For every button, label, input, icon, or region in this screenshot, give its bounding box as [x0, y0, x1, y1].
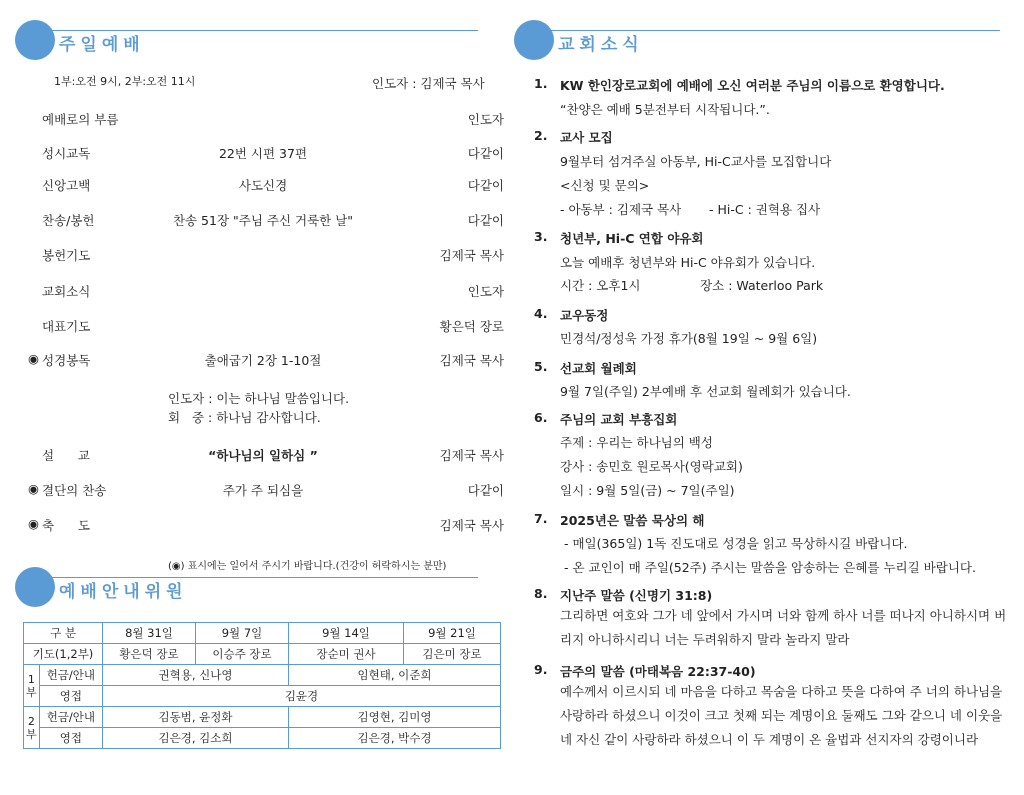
order-content: 22번 시편 37편 — [218, 146, 308, 161]
table-cell: 김은미 장로 — [404, 644, 501, 665]
table-cell: 9월 21일 — [404, 623, 501, 644]
order-name: 성시교독 — [42, 146, 91, 161]
order-by: 김제국 목사 — [439, 518, 504, 533]
news-heading: KW 한인장로교회에 예배에 오신 여러분 주님의 이름으로 환영합니다. — [560, 78, 945, 93]
order-name: 축 도 — [42, 518, 90, 533]
table-row — [24, 623, 501, 644]
table-cell: 김은경, 김소희 — [103, 728, 289, 749]
order-by: 다같이 — [467, 178, 504, 193]
guide-title: 예배안내위원 — [59, 582, 188, 602]
table-cell: 장순미 권사 — [289, 644, 404, 665]
news-heading: 2025년은 말씀 묵상의 해 — [560, 513, 705, 528]
order-row — [28, 144, 504, 164]
standing-bullet: ◉ — [28, 481, 39, 496]
table-cell: 9월 7일 — [196, 623, 289, 644]
table-cell: 임현태, 이준희 — [289, 665, 501, 686]
table-cell: 김영현, 김미영 — [289, 707, 501, 728]
verse-text: 그리하면 여호와 그가 네 앞에서 가시며 너와 함께 하사 너를 떠나지 아니하시며 버리지 아니하시리니 너는 두려워하지 말라 놀라지 말라 — [560, 608, 1007, 647]
header-circle — [15, 567, 55, 607]
order-by: 인도자 — [467, 284, 504, 299]
table-cell: 8월 31일 — [103, 623, 196, 644]
order-by: 인도자 — [467, 112, 504, 127]
news-heading: 교사 모집 — [560, 130, 613, 145]
order-content: 주가 주 되심을 — [222, 483, 304, 498]
news-heading: 주님의 교회 부흥집회 — [560, 412, 678, 427]
news-heading: 교우동정 — [560, 308, 609, 323]
order-row — [28, 176, 504, 196]
order-content: 출애굽기 2장 1-10절 — [204, 353, 322, 368]
order-name: 설 교 — [42, 448, 90, 463]
order-by: 다같이 — [467, 213, 504, 228]
table-cell: 김은경, 박수경 — [289, 728, 501, 749]
table-cell: 영접 — [39, 686, 102, 707]
header-circle — [514, 20, 554, 60]
table-cell: 기도(1,2부) — [24, 644, 103, 665]
order-by: 황은덕 장로 — [439, 319, 504, 334]
order-row — [28, 110, 504, 130]
table-cell: 헌금/안내 — [39, 665, 102, 686]
table-cell: 9월 14일 — [289, 623, 404, 644]
table-row — [24, 644, 501, 665]
news-heading: 지난주 말씀 (신명기 31:8) — [560, 588, 713, 603]
table-cell: 영접 — [39, 728, 102, 749]
header-circle — [15, 20, 55, 60]
order-name: 교회소식 — [42, 284, 91, 299]
standing-note: (◉) 표시에는 일어서 주시기 바랍니다.(건강이 허락하시는 분만) — [168, 561, 447, 572]
order-content: 사도신경 — [238, 178, 288, 193]
order-content: 찬송 51장 "주님 주신 거룩한 날" — [172, 213, 354, 228]
order-name: 결단의 찬송 — [42, 483, 107, 498]
order-by: 김제국 목사 — [439, 353, 504, 368]
order-row — [28, 282, 504, 302]
order-name: 성경봉독 — [42, 353, 91, 368]
table-row — [24, 707, 501, 728]
table-cell: 김동범, 윤정화 — [103, 707, 289, 728]
order-by: 김제국 목사 — [439, 448, 504, 463]
standing-bullet: ◉ — [28, 516, 39, 531]
guide-section-header — [15, 567, 478, 611]
order-row — [28, 317, 504, 337]
usher-table — [23, 622, 501, 749]
table-row — [24, 665, 501, 686]
order-row — [28, 246, 504, 266]
news-title: 교회소식 — [558, 35, 644, 55]
table-cell: 헌금/안내 — [39, 707, 102, 728]
table-cell: 이승주 장로 — [196, 644, 289, 665]
part-label: 1부 — [24, 665, 40, 707]
service-leader: 인도자 : 김제국 목사 — [372, 76, 485, 91]
news-heading: 청년부, Hi-C 연합 야유회 — [560, 231, 704, 246]
table-row — [24, 728, 501, 749]
standing-bullet: ◉ — [28, 351, 39, 366]
order-name: 예배로의 부름 — [42, 112, 119, 127]
order-row — [28, 481, 504, 501]
order-by: 김제국 목사 — [439, 248, 504, 263]
part-label: 2부 — [24, 707, 40, 749]
sermon-title: “하나님의 일하심 ” — [208, 448, 318, 463]
table-cell: 권혁용, 신나영 — [103, 665, 289, 686]
order-row — [28, 351, 504, 371]
news-heading: 금주의 말씀 (마태복음 22:37-40) — [560, 664, 756, 679]
verse-text: 예수께서 이르시되 네 마음을 다하고 목숨을 다하고 뜻을 다하여 주 너의 하나님을 사랑하라 하셨으니 이것이 크고 첫째 되는 계명이요 둘째도 그와 같으니 네 이웃을 네 자신 같이 사랑하라 하셨으니 이 두 계명이 온 율법과 선지자의 강령이니라 — [560, 684, 1003, 747]
table-row — [24, 686, 501, 707]
table-cell: 김윤경 — [103, 686, 501, 707]
order-by: 다같이 — [467, 483, 504, 498]
service-times: 1부:오전 9시, 2부:오전 11시 — [54, 75, 196, 88]
order-name: 봉헌기도 — [42, 248, 91, 263]
order-row — [28, 211, 504, 231]
order-name: 대표기도 — [42, 319, 91, 334]
news-section-header — [514, 20, 1000, 64]
table-cell: 황은덕 장로 — [103, 644, 196, 665]
table-cell: 구 분 — [24, 623, 103, 644]
order-name: 찬송/봉헌 — [42, 213, 95, 228]
order-by: 다같이 — [467, 146, 504, 161]
worship-title: 주일예배 — [59, 35, 145, 55]
news-heading: 선교회 월례회 — [560, 361, 637, 376]
order-row — [28, 446, 504, 466]
reading-people: 회 중 : 하나님 감사합니다. — [168, 410, 321, 425]
reading-leader: 인도자 : 이는 하나님 말씀입니다. — [168, 391, 350, 406]
order-name: 신앙고백 — [42, 178, 91, 193]
worship-section-header — [15, 20, 478, 64]
order-row — [28, 516, 504, 536]
